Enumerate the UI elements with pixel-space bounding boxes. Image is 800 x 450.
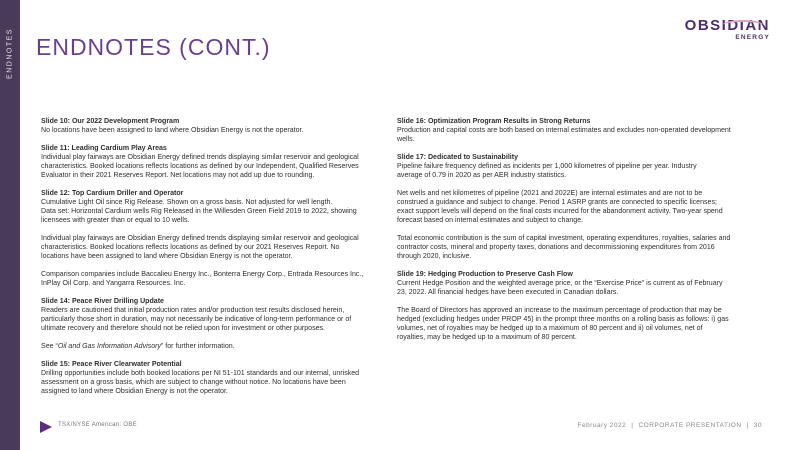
left-column xyxy=(41,117,391,405)
endnote-line: InPlay Oil Corp. and Yangarra Resources. Inc. xyxy=(41,280,186,287)
endnote-board-hedging xyxy=(397,306,763,342)
advisory-reference: Oil and Gas Information Advisory xyxy=(57,343,161,350)
endnote-line: The Board of Directors has approved an increase to the maximum percentage of production that may be xyxy=(397,307,722,314)
endnote-line: volumes, net of royalties may be hedged up to a maximum of 80 percent and ii) oil volumes, net of xyxy=(397,325,703,332)
side-tab-label: ENDNOTES xyxy=(6,28,14,79)
endnote-heading: Slide 17: Dedicated to Sustainability xyxy=(397,154,519,161)
endnote-line: Production and capital costs are both based on internal estimates and excludes non-operated development xyxy=(397,127,731,134)
endnote-line: wells. xyxy=(397,136,415,143)
endnote-heading: Slide 16: Optimization Program Results in Strong Returns xyxy=(397,118,591,125)
endnote-line: Comparison companies include Baccalieu Energy Inc., Bonterra Energy Corp., Entrada Resources Inc., xyxy=(41,271,364,278)
obsidian-logo xyxy=(648,18,770,42)
endnote-slide-14 xyxy=(41,297,391,333)
endnote-line: Individual play fairways are Obsidian Energy defined trends displaying similar reservoir and geological xyxy=(41,154,359,161)
endnote-line: assessment on a gross basis, which are subject to change without notice. No locations have been xyxy=(41,379,346,386)
endnote-line: Net wells and net kilometres of pipeline (2021 and 2022E) are internal estimates and are not to be xyxy=(397,190,703,197)
endnote-line: average of 0.79 in 2020 as per AER industry statistics. xyxy=(397,172,567,179)
endnote-line: Total economic contribution is the sum of capital investment, operating expenditures, royalties, salaries and xyxy=(397,235,731,242)
endnote-line: particularly those short in duration, may not necessarily be indicative of long-term performance or of xyxy=(41,316,352,323)
page-title: ENDNOTES (CONT.) xyxy=(36,34,271,60)
endnote-line: ultimate recovery and therefore should not be relied upon for investment or other purposes. xyxy=(41,325,325,332)
endnote-line: Data set: Horizontal Cardium wells Rig Released in the Willesden Green Field 2019 to 2022, showing xyxy=(41,208,357,215)
endnote-line: Drilling opportunities include both booked locations per NI 51-101 standards and our internal, unrisked xyxy=(41,370,360,377)
endnote-slide-12 xyxy=(41,189,391,225)
endnote-line: characteristics. Booked locations reflects locations as defined by our 2021 Reserves Report. No xyxy=(41,244,340,251)
logo-sub-text: ENERGY xyxy=(735,34,770,41)
endnote-line: construed a guidance and subject to change. Period 1 ASRP grants are connected to specific licenses; xyxy=(397,199,717,206)
see-prefix: See “ xyxy=(41,343,58,350)
endnote-play-fairways xyxy=(41,234,391,261)
footer-triangle-icon xyxy=(40,421,52,433)
endnote-slide-17 xyxy=(397,153,763,180)
endnote-line: No locations have been assigned to land where Obsidian Energy is not the operator. xyxy=(41,127,304,134)
endnote-line: licensees with greater than or equal to 10 wells. xyxy=(41,217,190,224)
endnote-line: contractor costs, mineral and property taxes, donations and decommissioning expenditures from 2016 xyxy=(397,244,715,251)
logo-arc-icon xyxy=(722,20,764,31)
side-tab xyxy=(0,0,20,450)
endnote-line: forecast based on internal estimates and subject to change. xyxy=(397,217,584,224)
endnote-slide-15 xyxy=(41,360,391,396)
endnote-slide-16 xyxy=(397,117,763,144)
endnote-line: Current Hedge Position and the weighted average price, or the “Exercise Price” is current as of February xyxy=(397,280,723,287)
page-number: 30 xyxy=(753,422,762,429)
endnote-line: Evaluator in their 2021 Reserves Report. Net locations may not add up due to rounding. xyxy=(41,172,315,179)
endnote-heading: Slide 11: Leading Cardium Play Areas xyxy=(41,145,167,152)
endnote-heading: Slide 15: Peace River Clearwater Potential xyxy=(41,361,182,368)
endnote-heading: Slide 14: Peace River Drilling Update xyxy=(41,298,164,305)
endnote-economic-contribution xyxy=(397,234,763,261)
endnote-line: through 2020, inclusive. xyxy=(397,253,472,260)
endnote-line: exact support levels will depend on the final costs incurred for the abandonment activity. Two-year spend xyxy=(397,208,723,215)
endnote-see-advisory xyxy=(41,342,391,351)
footer-label: CORPORATE PRESENTATION xyxy=(638,422,742,429)
endnote-net-wells xyxy=(397,189,763,225)
logo-main-text: OBSIDIAN xyxy=(684,17,770,34)
endnote-line: locations have been assigned to land where Obsidian Energy is not the operator. xyxy=(41,253,293,260)
endnote-line: royalties, may be hedged up to a maximum of 80 percent. xyxy=(397,334,577,341)
endnote-heading: Slide 10: Our 2022 Development Program xyxy=(41,118,180,125)
endnote-line: characteristics. Booked locations reflects locations as defined by our Independent, Qualified Reserves xyxy=(41,163,359,170)
endnote-line: 23, 2022. All financial hedges have been executed in Canadian dollars. xyxy=(397,289,619,296)
endnote-heading: Slide 19: Hedging Production to Preserve Cash Flow xyxy=(397,271,573,278)
endnote-line: Readers are cautioned that initial production rates and/or production test results disclosed herein, xyxy=(41,307,345,314)
endnote-slide-10 xyxy=(41,117,391,135)
see-suffix: ” for further information. xyxy=(160,343,235,350)
endnote-heading: Slide 12: Top Cardium Driller and Operator xyxy=(41,190,184,197)
footer-separator: | xyxy=(746,422,749,429)
footer-info xyxy=(577,422,762,429)
endnote-line: Pipeline failure frequency defined as incidents per 1,000 kilometres of pipeline per year. Industry xyxy=(397,163,697,170)
endnote-slide-11 xyxy=(41,144,391,180)
right-column xyxy=(397,117,763,351)
endnote-slide-19 xyxy=(397,270,763,297)
endnote-line: Individual play fairways are Obsidian Energy defined trends displaying similar reservoir and geological xyxy=(41,235,359,242)
footer-ticker: TSX/NYSE American: OBE xyxy=(58,422,137,428)
endnote-line: hedged (excluding hedges under PROP 45) in the prompt three months on a rolling basis as follows: i) gas xyxy=(397,316,729,323)
footer-separator: | xyxy=(631,422,634,429)
endnote-line: assigned to land where Obsidian Energy is not the operator. xyxy=(41,388,228,395)
endnote-line: Cumulative Light Oil since Rig Release. Shown on a gross basis. Not adjusted for well length. xyxy=(41,199,333,206)
footer-date: February 2022 xyxy=(577,422,627,429)
endnote-comparison-companies xyxy=(41,270,391,288)
